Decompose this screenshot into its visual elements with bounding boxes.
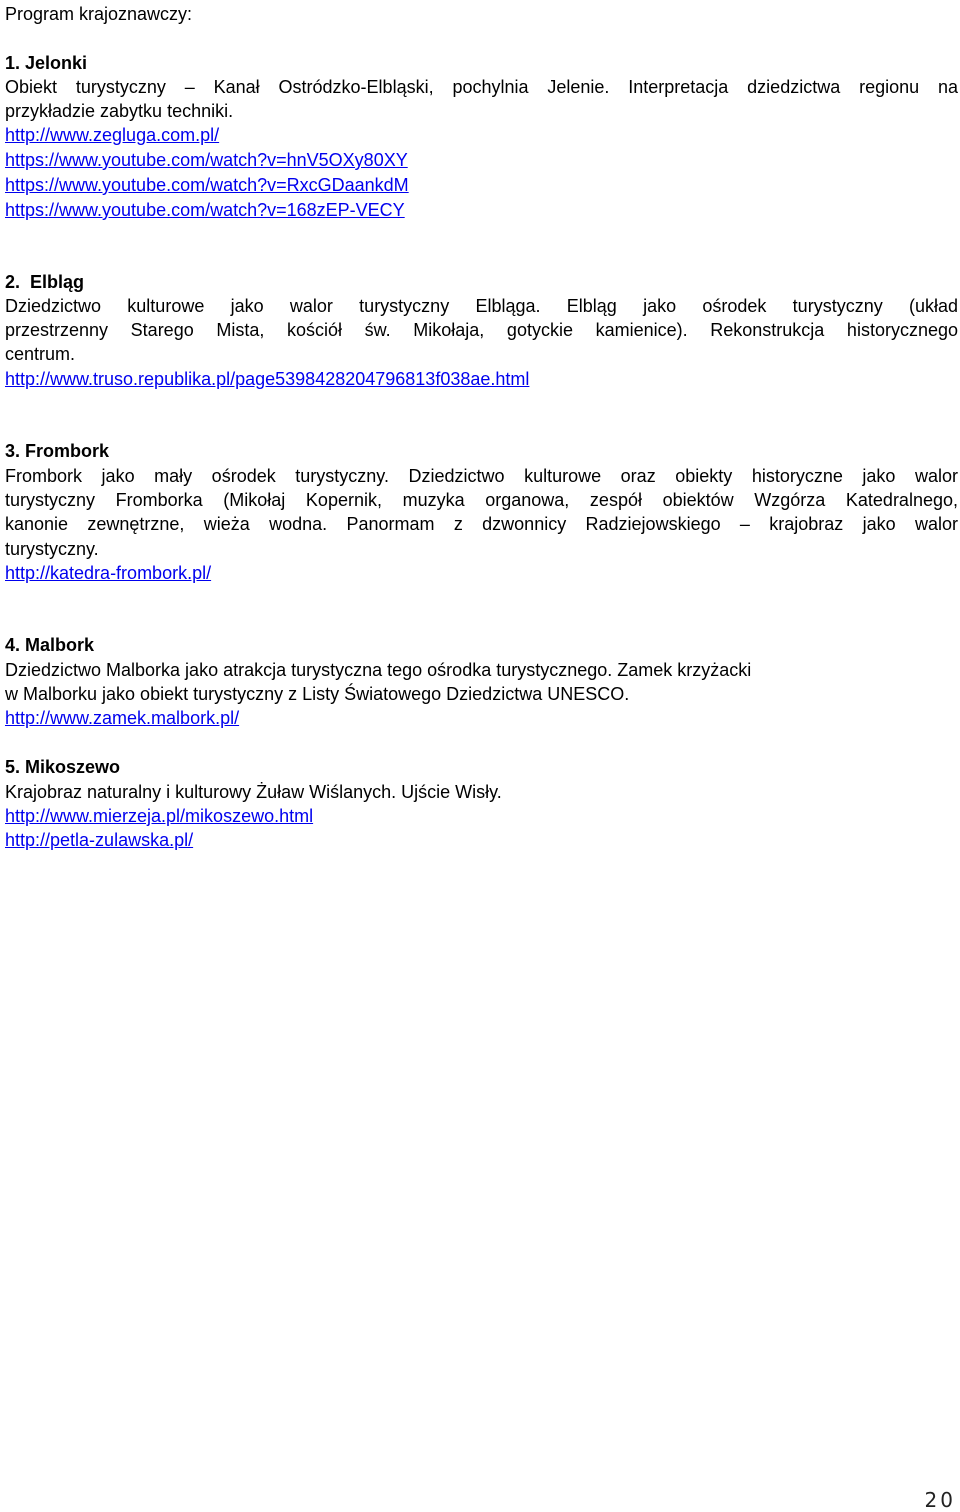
link-petla-zulawska[interactable]: http://petla-zulawska.pl/ (5, 830, 194, 850)
page-number: 20 (924, 1488, 956, 1512)
section-text-line: Frombork jako mały ośrodek turystyczny. Dziedzictwo kulturowe oraz obiekty historyczne jako walor (5, 466, 958, 486)
section-text-line: kanonie zewnętrzne, wieża wodna. Panormam z dzwonnicy Radziejowskiego – krajobraz jako walor (5, 514, 958, 534)
section-text-line: centrum. (5, 344, 76, 364)
link-zamek-malbork[interactable]: http://www.zamek.malbork.pl/ (5, 708, 240, 728)
section-text-line: przykładzie zabytku techniki. (5, 101, 234, 121)
link-truso[interactable]: http://www.truso.republika.pl/page5398428204796813f038ae.html (5, 369, 530, 389)
section-text-line: w Malborku jako obiekt turystyczny z Listy Światowego Dziedzictwa UNESCO. (5, 684, 630, 704)
page-title: Program krajoznawczy: (5, 4, 193, 24)
section-text-line: turystyczny. (5, 539, 99, 559)
section-text-line: Dziedzictwo Malborka jako atrakcja turystyczna tego ośrodka turystycznego. Zamek krzyżacki (5, 660, 752, 680)
link-youtube-2[interactable]: https://www.youtube.com/watch?v=RxcGDaankdM (5, 175, 409, 195)
section-text-line: Obiekt turystyczny – Kanał Ostródzko-Elbląski, pochylnia Jelenie. Interpretacja dziedzictwa regionu na (5, 77, 958, 97)
section-text-line: Dziedzictwo kulturowe jako walor turystyczny Elbląga. Elbląg jako ośrodek turystyczny (układ (5, 296, 958, 316)
link-zegluga[interactable]: http://www.zegluga.com.pl/ (5, 125, 220, 145)
section-text-line: Krajobraz naturalny i kulturowy Żuław Wiślanych. Ujście Wisły. (5, 782, 502, 802)
section-heading-jelonki: 1. Jelonki (5, 53, 88, 73)
section-heading-elblag: 2. Elbląg (5, 272, 85, 292)
link-katedra-frombork[interactable]: http://katedra-frombork.pl/ (5, 563, 212, 583)
section-heading-frombork: 3. Frombork (5, 441, 110, 461)
link-youtube-3[interactable]: https://www.youtube.com/watch?v=168zEP-VECY (5, 200, 405, 220)
link-mierzeja[interactable]: http://www.mierzeja.pl/mikoszewo.html (5, 806, 314, 826)
link-youtube-1[interactable]: https://www.youtube.com/watch?v=hnV5OXy80XY (5, 150, 408, 170)
section-heading-mikoszewo: 5. Mikoszewo (5, 757, 121, 777)
section-text-line: przestrzenny Starego Mista, kościół św. Mikołaja, gotyckie kamienice). Rekonstrukcja historycznego (5, 320, 958, 340)
section-heading-malbork: 4. Malbork (5, 635, 95, 655)
section-text-line: turystyczny Fromborka (Mikołaj Kopernik, muzyka organowa, zespół obiektów Wzgórza Katedralnego, (5, 490, 958, 510)
